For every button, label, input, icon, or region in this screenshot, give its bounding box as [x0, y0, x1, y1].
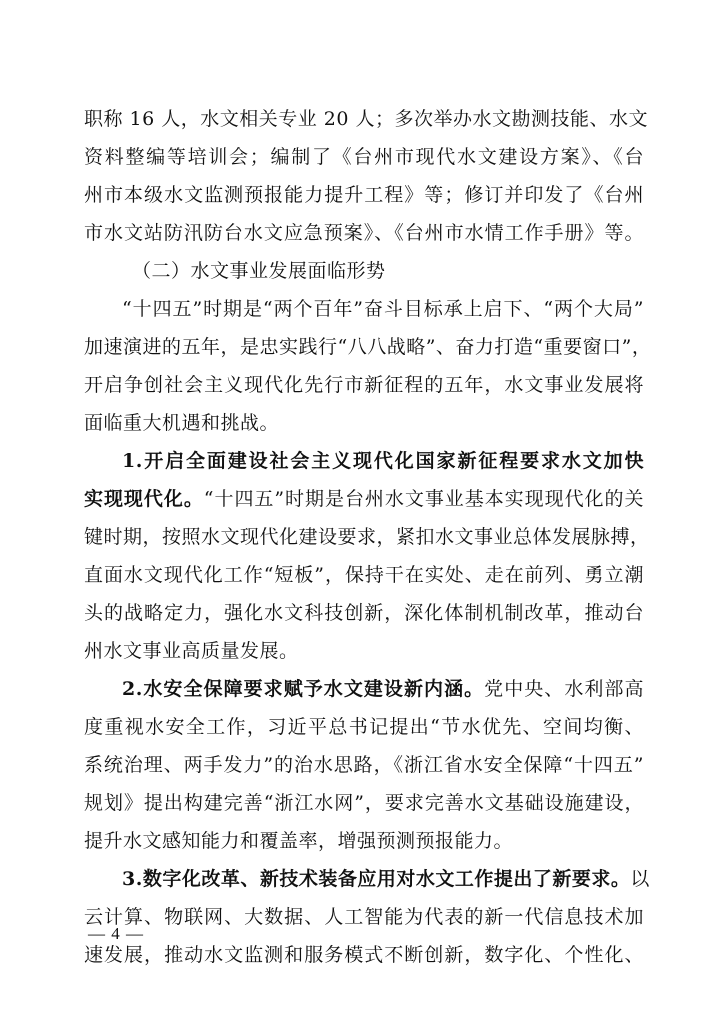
paragraph-heading-line: 3.数字化改革、新技术装备应用对水文工作提出了新要求。以	[122, 868, 650, 890]
text-line: 开启争创社会主义现代化先行市新征程的五年，水文事业发展将	[84, 374, 644, 396]
text-line: 加速演进的五年，是忠实践行“八八战略”、奋力打造“重要窗口”，	[84, 336, 652, 358]
text-line: 职称 16 人，水文相关专业 20 人；多次举办水文勘测技能、水文	[84, 108, 649, 130]
text-line: 面临重大机遇和挑战。	[84, 412, 280, 434]
text-line: 实现现代化。“十四五”时期是台州水文事业基本实现现代化的关	[84, 488, 644, 510]
section-heading: （二）水文事业发展面临形势	[132, 260, 386, 282]
paragraph-heading-line: 1.开启全面建设社会主义现代化国家新征程要求水文加快	[122, 450, 644, 472]
text-line: 提升水文感知能力和覆盖率，增强预测预报能力。	[84, 830, 514, 852]
paragraph-first-line: “十四五”时期是“两个百年”奋斗目标承上启下、“两个大局”	[122, 298, 644, 320]
text-line: 市水文站防汛防台水文应急预案》、《台州市水情工作手册》等。	[84, 222, 644, 244]
text-line: 云计算、物联网、大数据、人工智能为代表的新一代信息技术加	[84, 906, 644, 928]
paragraph-heading-line: 2.水安全保障要求赋予水文建设新内涵。党中央、水利部高	[122, 678, 644, 700]
text-line: 头的战略定力，强化水文科技创新，深化体制机制改革，推动台	[84, 602, 644, 624]
text-line: 州市本级水文监测预报能力提升工程》等；修订并印发了《台州	[84, 184, 644, 206]
text-line: 度重视水安全工作，习近平总书记提出“节水优先、空间均衡、	[84, 716, 644, 738]
text-line: 直面水文现代化工作“短板”，保持干在实处、走在前列、勇立潮	[84, 564, 644, 586]
text-line: 系统治理、两手发力”的治水思路，《浙江省水安全保障“十四五”	[84, 754, 644, 776]
text-line: 规划》提出构建完善“浙江水网”，要求完善水文基础设施建设，	[84, 792, 644, 814]
text-line: 州水文事业高质量发展。	[84, 640, 299, 662]
text-line: 键时期，按照水文现代化建设要求，紧扣水文事业总体发展脉搏，	[84, 526, 650, 548]
page-number: — 4 —	[88, 924, 144, 943]
text-line: 速发展，推动水文监测和服务模式不断创新，数字化、个性化、	[84, 944, 644, 966]
text-line: 资料整编等培训会；编制了《台州市现代水文建设方案》、《台	[84, 146, 644, 168]
